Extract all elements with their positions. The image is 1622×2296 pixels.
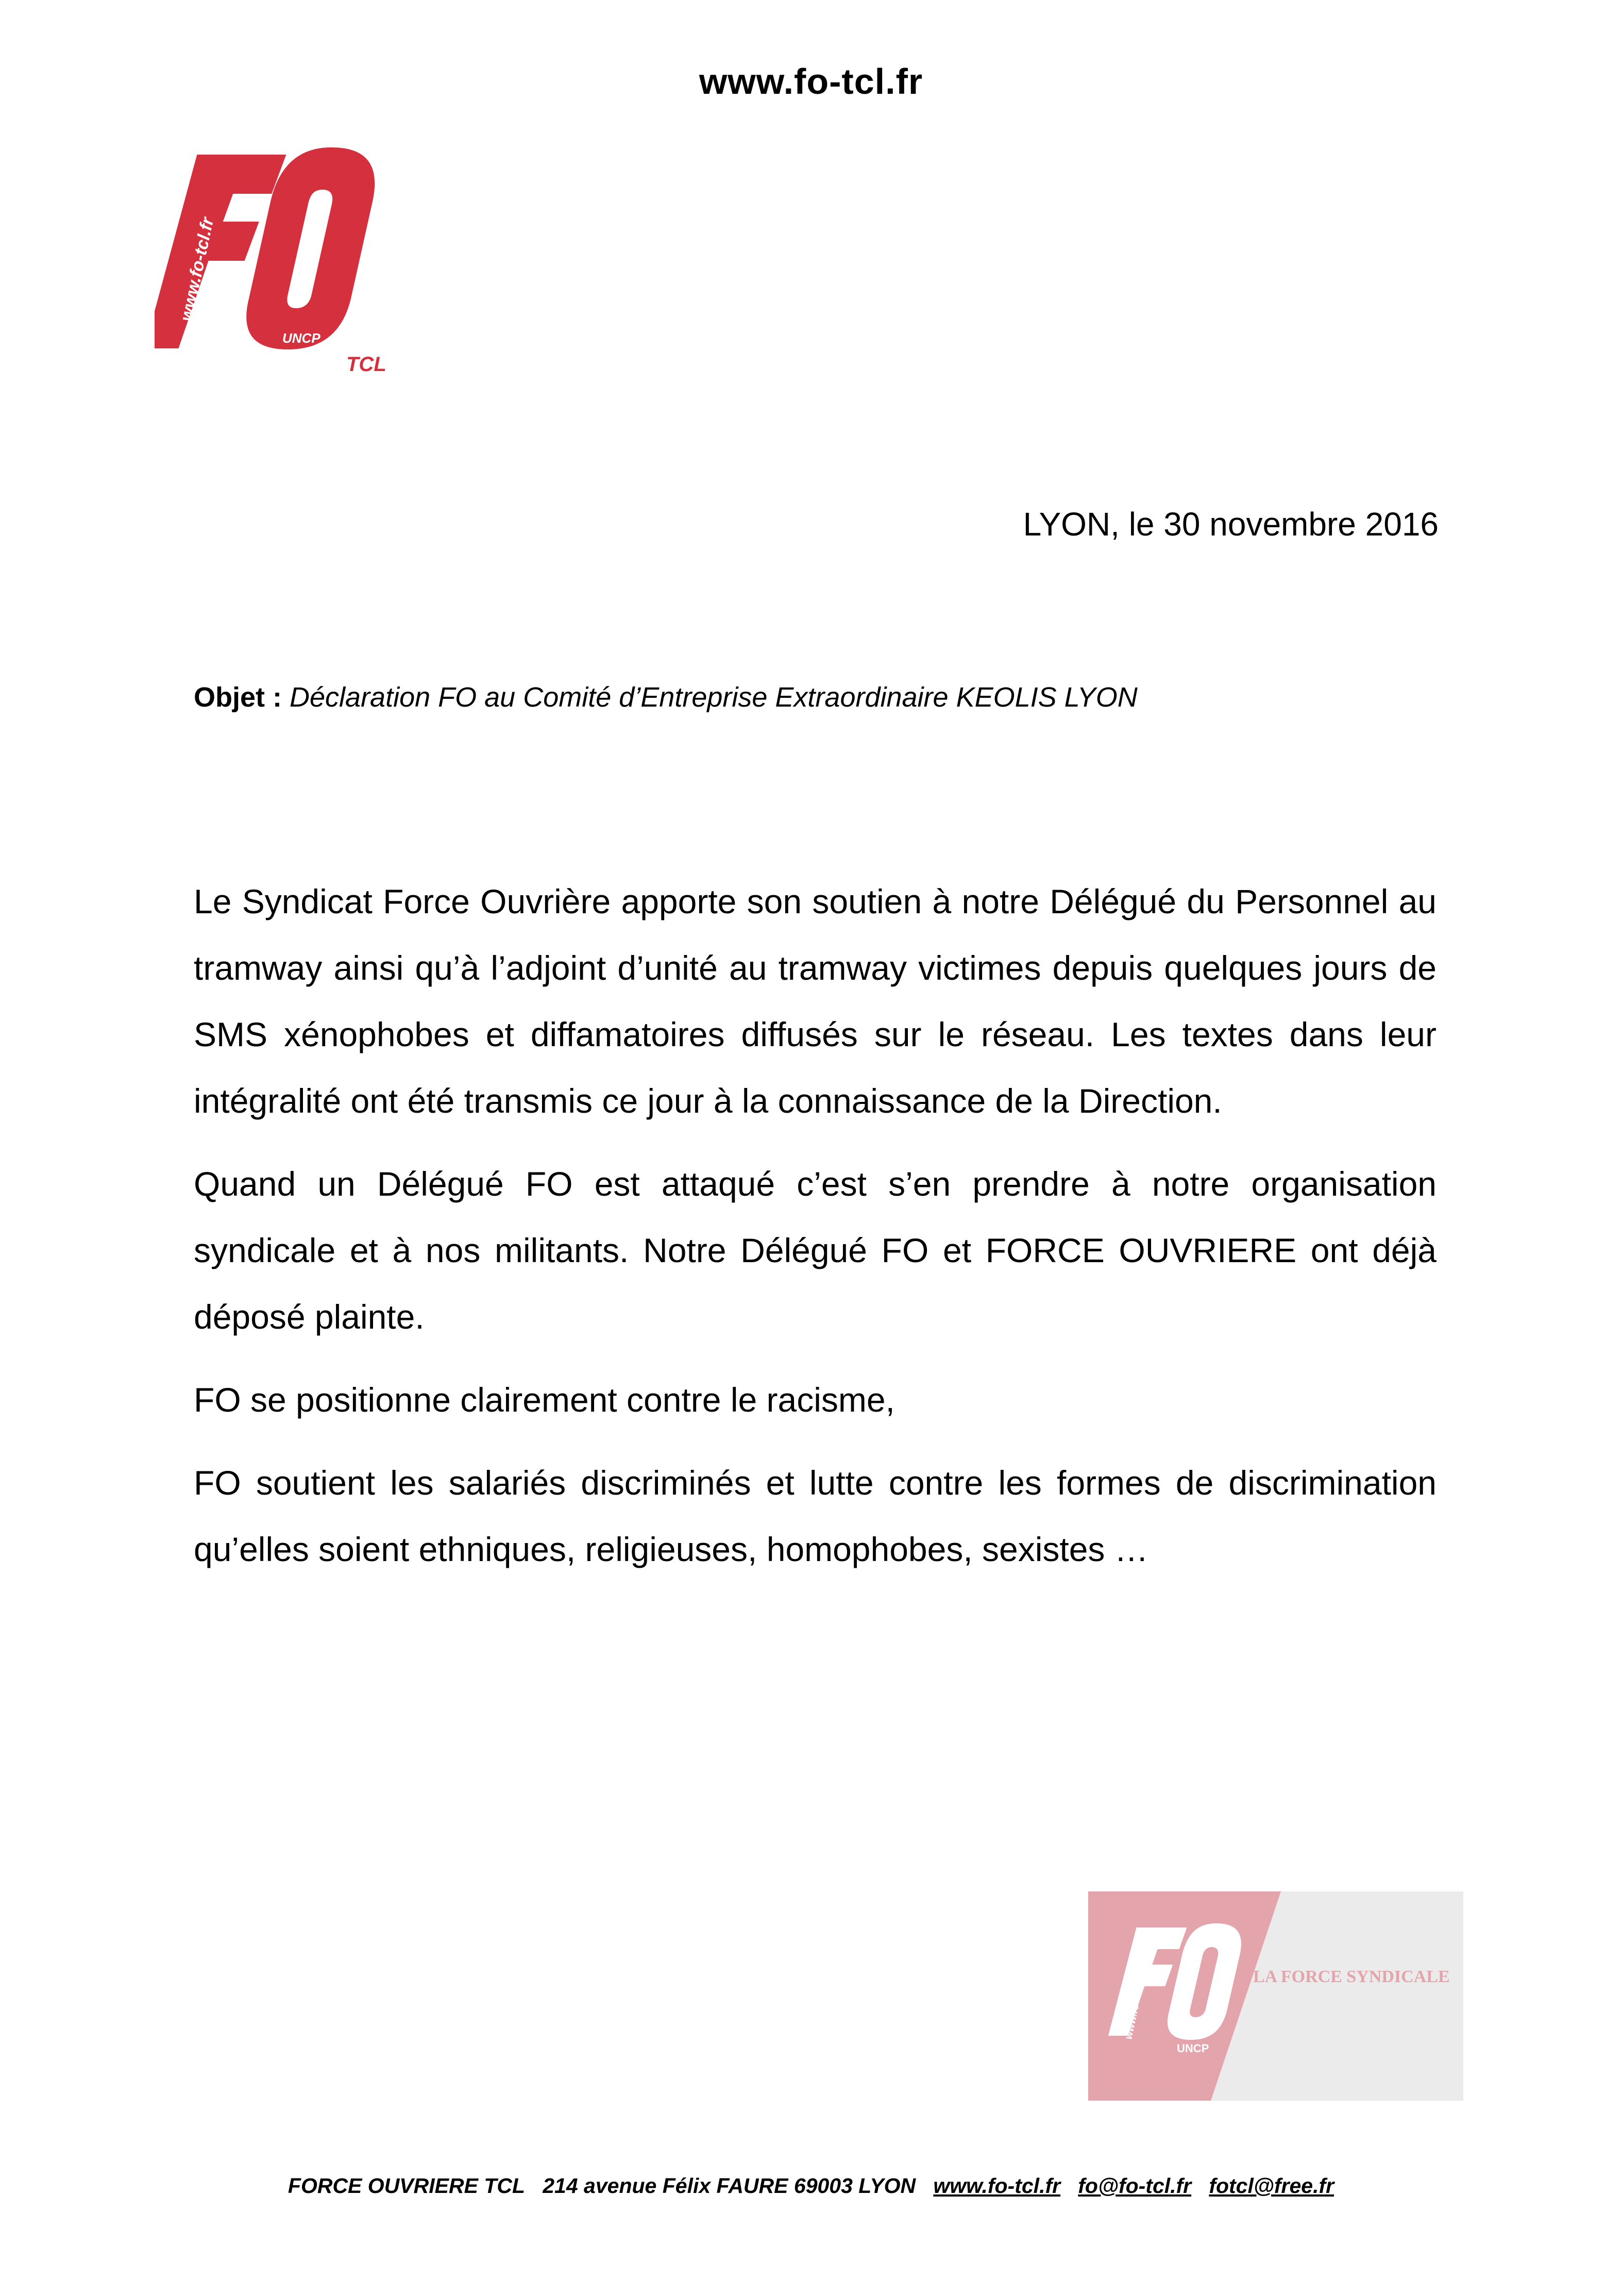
logo-uncp-label: UNCP <box>282 330 320 346</box>
fo-force-syndicale-logo <box>1088 1891 1463 2101</box>
logo-side-text: www.fo-tcl.fr <box>176 215 218 323</box>
subject-label: Objet : <box>194 682 282 713</box>
subject-text: Déclaration FO au Comité d’Entreprise Extraordinaire KEOLIS LYON <box>290 682 1138 713</box>
footer-email-link-secondary[interactable]: fotcl@free.fr <box>1209 2174 1334 2198</box>
footer <box>0 2174 1622 2198</box>
logo-uncp-label: UNCP <box>1177 2042 1209 2055</box>
paragraph-racism: FO se positionne clairement contre le racisme, <box>194 1381 895 1419</box>
paragraph-attack: Quand un Délégué FO est attaqué c’est s’en prendre à notre organisation syndicale et à nos militants. Notre Délégué FO et FORCE OUVRIERE ont déjà déposé plainte. <box>194 1165 1437 1336</box>
letter-body <box>194 868 1437 1599</box>
logo-tcl-tag: TCL <box>346 353 386 376</box>
logo-tagline: LA FORCE SYNDICALE <box>1253 1967 1450 1986</box>
footer-address: 214 avenue Félix FAURE 69003 LYON <box>543 2174 916 2198</box>
logo-side-text: www.fo-tcl.fr <box>1123 1977 1147 2041</box>
footer-website-link[interactable]: www.fo-tcl.fr <box>933 2174 1061 2198</box>
subject-line <box>194 681 1138 713</box>
paragraph-support: Le Syndicat Force Ouvrière apporte son soutien à notre Délégué du Personnel au tramway ainsi qu’à l’adjoint d’unité au tramway victimes depuis quelques jours de SMS xénophobes et diffamatoires diffusés sur le réseau. Les textes dans leur intégralité ont été transmis ce jour à la connaissance de la Direction. <box>194 882 1437 1120</box>
footer-email-link[interactable]: fo@fo-tcl.fr <box>1078 2174 1192 2198</box>
footer-org: FORCE OUVRIERE TCL <box>288 2174 526 2198</box>
paragraph-discrimination: FO soutient les salariés discriminés et lutte contre les formes de discrimination qu’elles soient ethniques, religieuses, homophobes, sexistes … <box>194 1464 1437 1568</box>
date-line: LYON, le 30 novembre 2016 <box>1023 506 1439 543</box>
site-url-header[interactable]: www.fo-tcl.fr <box>699 61 923 102</box>
fo-tcl-logo <box>155 144 397 376</box>
